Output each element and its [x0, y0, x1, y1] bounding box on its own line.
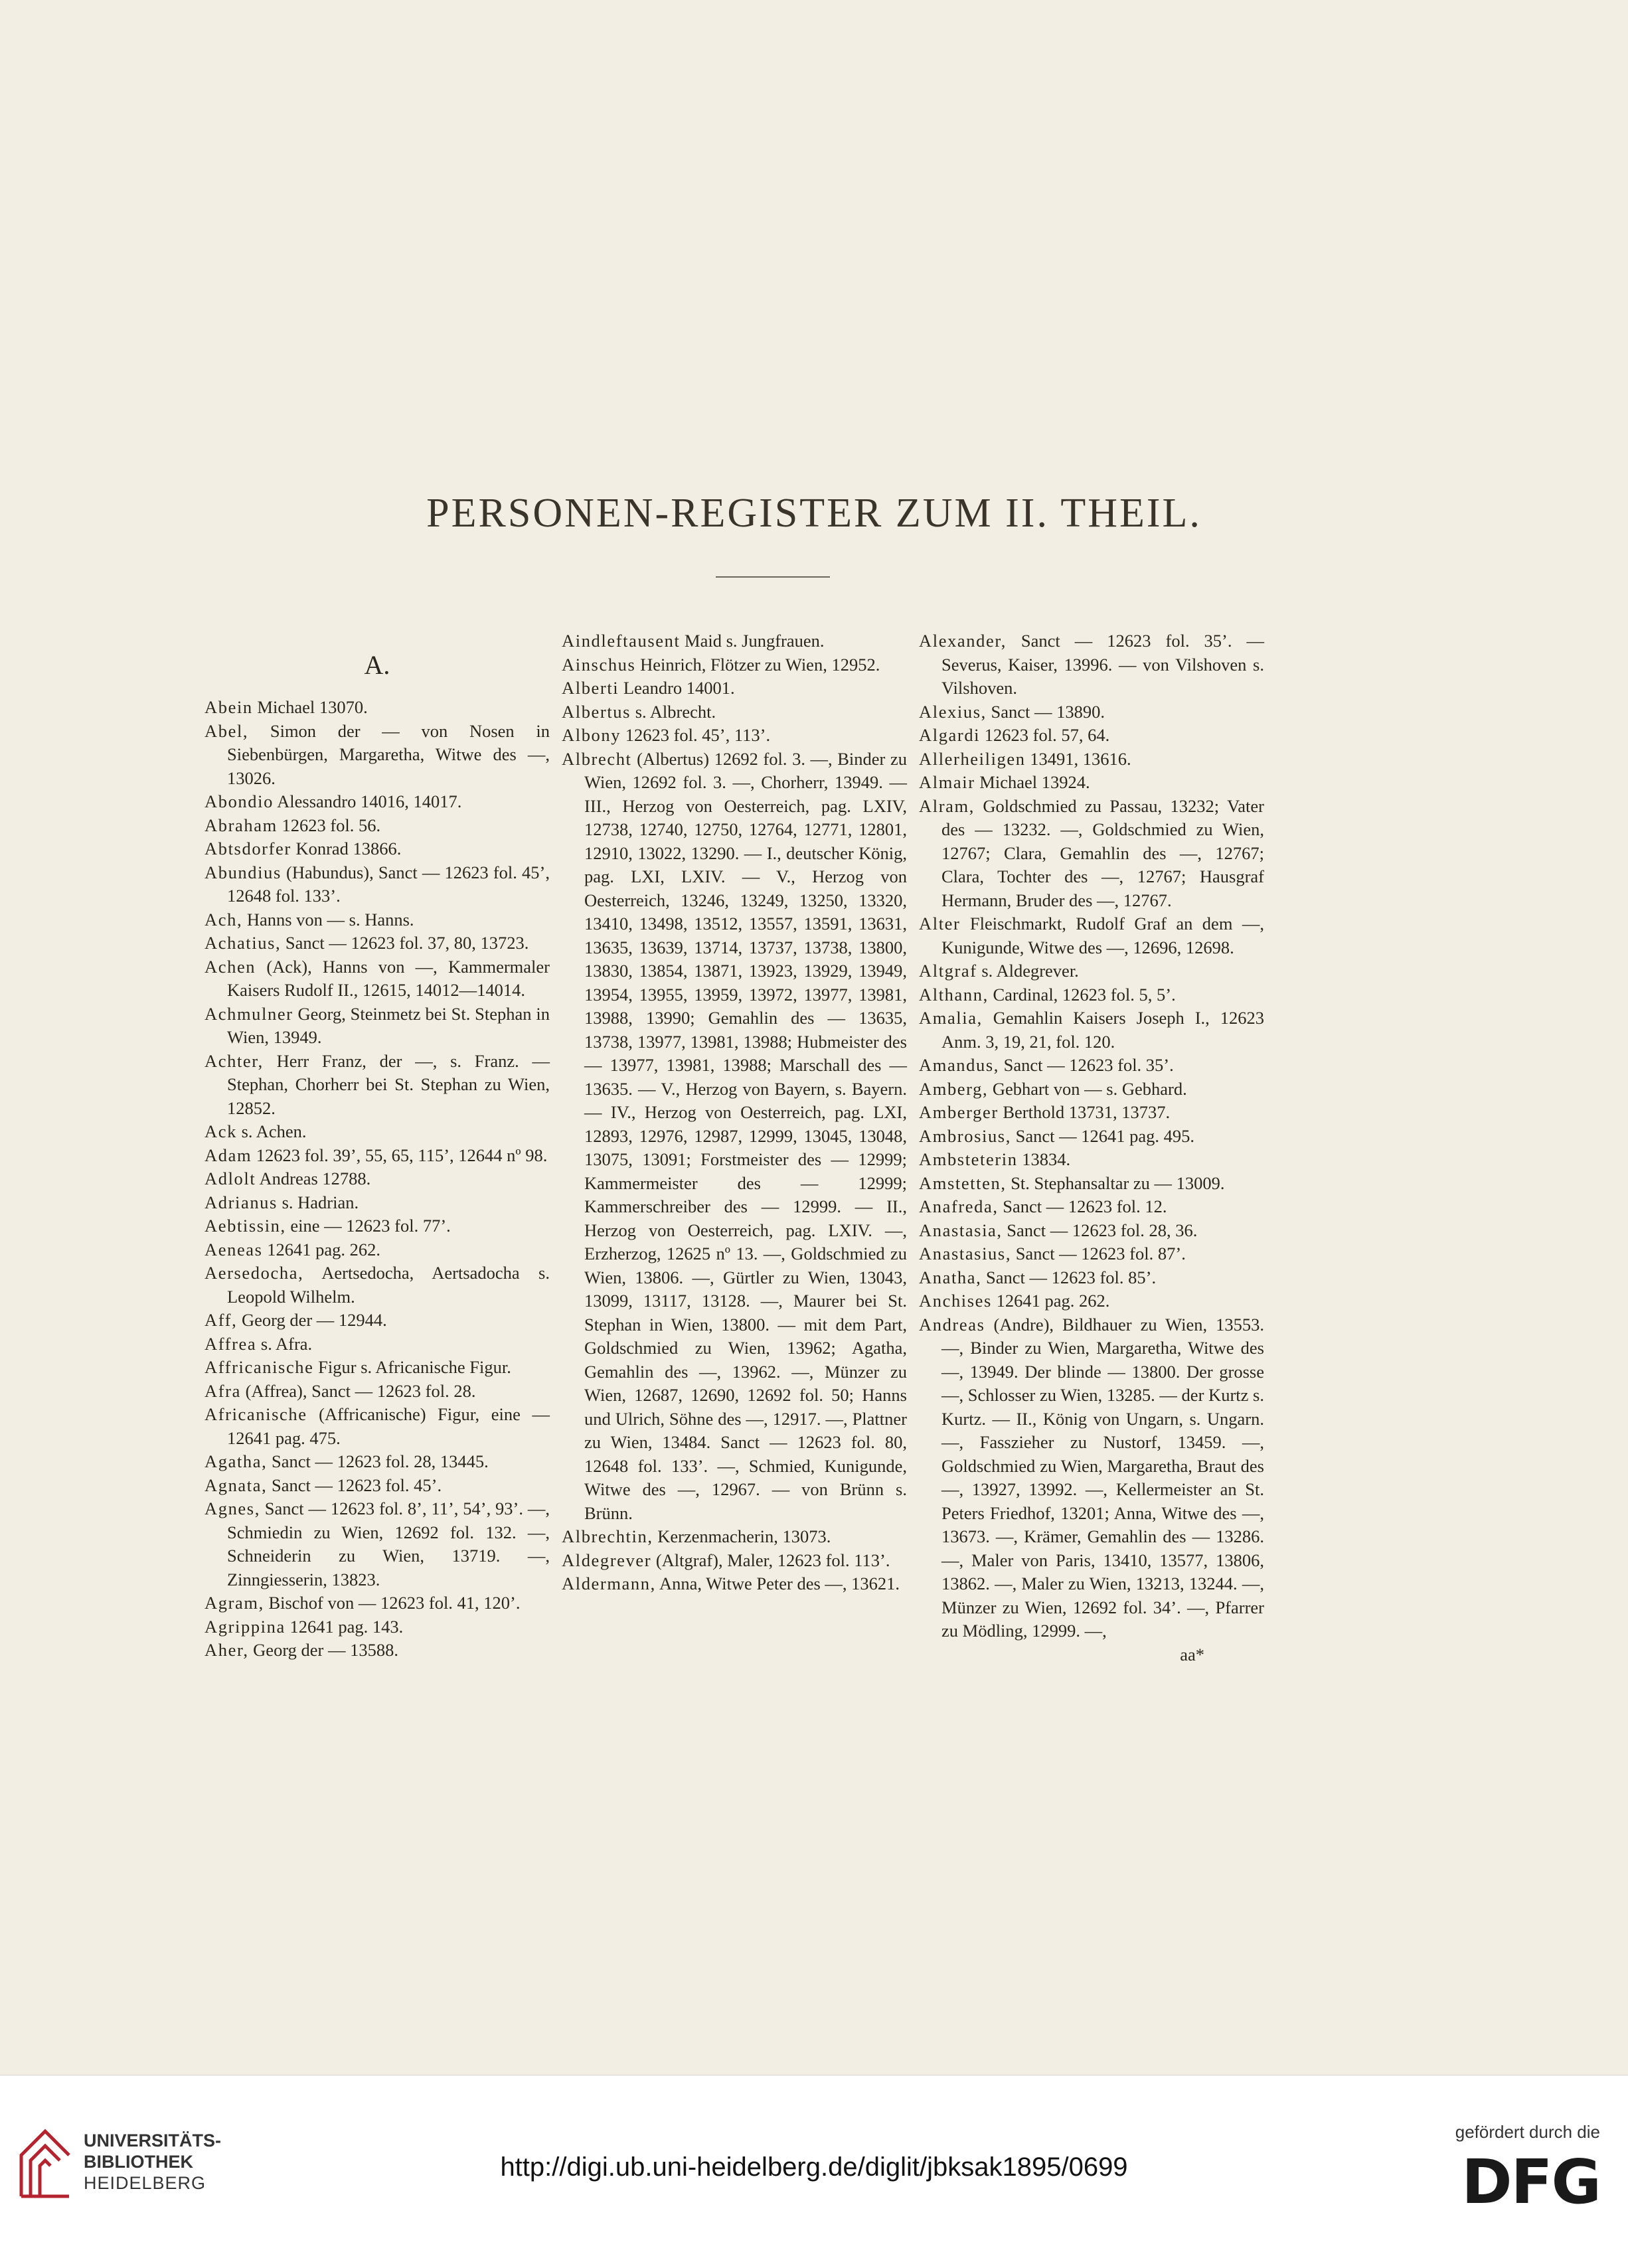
entry-references: Figur s. Africanische Figur.: [313, 1357, 511, 1377]
index-entry: [204, 1261, 550, 1309]
library-name-line-2: BIBLIOTHEK: [84, 2152, 193, 2172]
index-column-2: [562, 629, 907, 1596]
entry-headword: Affricanische: [204, 1357, 314, 1377]
entry-headword: Afra: [204, 1380, 241, 1401]
entry-references: (Ack), Hanns von —, Kammermaler Kaisers Rudolf II., 12615, 14012—14014.: [227, 956, 550, 1000]
entry-headword: Achatius,: [204, 933, 282, 953]
index-entry: [204, 908, 550, 932]
entry-references: Sanct — 13890.: [986, 701, 1105, 722]
entry-references: Michael 13070.: [252, 697, 368, 717]
entry-references: (Affrea), Sanct — 12623 fol. 28.: [240, 1380, 476, 1401]
entry-references: s. Albrecht.: [631, 701, 716, 722]
entry-headword: Ach,: [204, 909, 243, 930]
entry-references: Sanct — 12623 fol. 37, 80, 13723.: [281, 933, 529, 953]
entry-references: Goldschmied zu Passau, 13232; Vater des — 13232. —, Goldschmied zu Wien, 12767; Clara, Gemahlin des —, 12767; Clara, Tochter des —, 12767; Hausgraf Hermann, Bruder des —, 12767.: [941, 795, 1264, 910]
entry-headword: Aff,: [204, 1310, 238, 1330]
index-entry: [204, 1333, 550, 1356]
index-entry: [204, 955, 550, 1003]
index-entry: [204, 1497, 550, 1591]
index-entry: [204, 1050, 550, 1121]
entry-headword: Adlolt: [204, 1169, 256, 1188]
index-entry: [204, 1356, 550, 1380]
entry-headword: Abraham: [204, 815, 278, 835]
title-divider: [716, 576, 830, 578]
entry-headword: Alram,: [919, 795, 975, 816]
entry-headword: Aeneas: [204, 1239, 263, 1259]
index-entry: [204, 1167, 550, 1191]
entry-references: Sanct — 12623 fol. 85’.: [981, 1267, 1157, 1287]
entry-references: s. Afra.: [256, 1333, 313, 1354]
index-entry: [919, 629, 1264, 700]
index-entry: [562, 677, 907, 700]
entry-headword: Ainschus: [562, 654, 636, 675]
index-column-3: [919, 629, 1264, 1666]
entry-references: Berthold 13731, 13737.: [998, 1102, 1171, 1122]
index-entry: [919, 1172, 1264, 1196]
column-3-entries: [919, 629, 1264, 1643]
entry-headword: Ambsteterin: [919, 1149, 1018, 1169]
index-entry: [919, 1125, 1264, 1149]
index-entry: [204, 861, 550, 908]
entry-references: 12623 fol. 39’, 55, 65, 115’, 12644 nº 98.: [252, 1145, 548, 1165]
entry-headword: Anatha,: [919, 1267, 982, 1287]
entry-references: 12641 pag. 143.: [285, 1616, 404, 1637]
index-entry: [919, 1289, 1264, 1313]
index-entry: [562, 1525, 907, 1549]
entry-references: Michael 13924.: [975, 772, 1090, 792]
entry-references: Sanct — 12623 fol. 12.: [998, 1196, 1167, 1216]
index-entry: [204, 1144, 550, 1168]
signature-mark: aa*: [1180, 1644, 1204, 1664]
entry-headword: Amandus,: [919, 1055, 999, 1075]
entry-headword: Agnata,: [204, 1475, 268, 1495]
index-entry: [204, 790, 550, 814]
index-entry: [919, 912, 1264, 959]
library-name-line-1: UNIVERSITÄTS-: [84, 2131, 222, 2150]
index-entry: [919, 1266, 1264, 1290]
page-title: PERSONEN-REGISTER ZUM II. THEIL.: [426, 491, 1202, 536]
funding-label: gefördert durch die: [1455, 2122, 1600, 2142]
entry-headword: Albertus: [562, 701, 631, 722]
index-entry: [919, 1242, 1264, 1266]
library-city: HEIDELBERG: [84, 2173, 206, 2193]
entry-references: Gebhart von — s. Gebhard.: [988, 1078, 1187, 1099]
entry-headword: Abundius: [204, 862, 282, 882]
entry-headword: Adam: [204, 1145, 252, 1165]
entry-references: 13834.: [1017, 1149, 1071, 1169]
digital-copy-url[interactable]: http://digi.ub.uni-heidelberg.de/diglit/jbksak1895/0699: [500, 2152, 1128, 2182]
index-entry: [204, 720, 550, 791]
entry-references: Gemahlin Kaisers Joseph I., 12623 Anm. 3, 19, 21, fol. 120.: [941, 1008, 1264, 1052]
entry-references: Fleischmarkt, Rudolf Graf an dem —, Kunigunde, Witwe des —, 12696, 12698.: [941, 914, 1264, 957]
index-entry: [562, 653, 907, 677]
entry-headword: Aldermann,: [562, 1574, 656, 1593]
entry-references: Herr Franz, der —, s. Franz. — Stephan, Chorherr bei St. Stephan zu Wien, 12852.: [227, 1050, 550, 1118]
entry-headword: Aebtissin,: [204, 1216, 286, 1236]
entry-headword: Althann,: [919, 984, 989, 1005]
index-entry: [919, 748, 1264, 771]
entry-references: (Altgraf), Maler, 12623 fol. 113’.: [651, 1550, 890, 1570]
entry-references: Konrad 13866.: [291, 839, 402, 858]
index-entry: [204, 1474, 550, 1498]
entry-headword: Altgraf: [919, 961, 977, 981]
index-entry: [204, 814, 550, 838]
entry-references: s. Hadrian.: [277, 1192, 359, 1212]
entry-headword: Amalia,: [919, 1008, 983, 1028]
index-entry: [919, 1313, 1264, 1643]
entry-headword: Achmulner: [204, 1003, 293, 1024]
index-entry: [204, 837, 550, 861]
index-entry: [919, 1054, 1264, 1078]
entry-references: Aertsedocha, Aertsadocha s. Leopold Wilhelm.: [227, 1263, 550, 1307]
index-entry: [919, 1219, 1264, 1243]
index-column-1: [204, 629, 550, 1662]
entry-references: eine — 12623 fol. 77’.: [285, 1216, 451, 1236]
entry-headword: Achter,: [204, 1050, 264, 1071]
index-entry: [919, 983, 1264, 1007]
index-entry: [204, 1591, 550, 1615]
footer-bar: [0, 2075, 1628, 2268]
entry-headword: Albrecht: [562, 748, 632, 769]
entry-headword: Algardi: [919, 725, 981, 745]
index-entry: [204, 1403, 550, 1450]
index-entry: [204, 1238, 550, 1262]
index-entry: [204, 1639, 550, 1662]
entry-references: Bischof von — 12623 fol. 41, 120’.: [264, 1593, 521, 1613]
entry-headword: Albony: [562, 725, 621, 745]
index-entry: [562, 1549, 907, 1573]
index-entry: [204, 1450, 550, 1474]
index-entry: [562, 748, 907, 1526]
index-entry: [919, 724, 1264, 748]
index-entry: [204, 1003, 550, 1050]
index-entry: [204, 1191, 550, 1215]
entry-headword: Alberti: [562, 678, 619, 698]
entry-headword: Almair: [919, 772, 975, 792]
entry-references: 12641 pag. 262.: [262, 1239, 380, 1259]
entry-references: s. Aldegrever.: [977, 961, 1079, 981]
entry-headword: Allerheiligen: [919, 748, 1026, 769]
entry-references: Sanct — 12623 fol. 28, 13445.: [267, 1451, 489, 1471]
index-entry: [204, 932, 550, 955]
entry-references: Heinrich, Flötzer zu Wien, 12952.: [635, 654, 880, 675]
entry-headword: Amberger: [919, 1102, 999, 1122]
entry-headword: Abtsdorfer: [204, 839, 291, 858]
index-entry: [204, 1615, 550, 1639]
entry-references: Alessandro 14016, 14017.: [273, 791, 462, 811]
entry-references: Hanns von — s. Hanns.: [242, 909, 414, 930]
entry-references: Sanct — 12623 fol. 45’.: [267, 1475, 442, 1495]
entry-references: Georg der — 13588.: [248, 1640, 399, 1660]
entry-headword: Affrea: [204, 1333, 257, 1354]
entry-references: 13491, 13616.: [1025, 748, 1131, 769]
entry-headword: Agram,: [204, 1593, 264, 1613]
index-entry: [204, 1309, 550, 1333]
entry-references: Sanct — 12623 fol. 8’, 11’, 54’, 93’. —, Schmiedin zu Wien, 12692 fol. 132. —, Schneiderin zu Wien, 13719. —, Zinngiesserin, 13823.: [227, 1498, 550, 1589]
column-2-entries: [562, 629, 907, 1596]
entry-references: (Albertus) 12692 fol. 3. —, Binder zu Wien, 12692 fol. 3. —, Chorherr, 13949. — III., Herzog von Oesterreich, pag. LXIV, 12738, 12740, 12750, 12764, 12771, 12801, 12910, 13022, 13290. — I., deutscher König, pag. LXI, LXIV. — V., Herzog von Oesterreich, 13246, 13249, 13250, 13320, 13410, 13498, 13512, 13557, 13591, 13631, 13635, 13639, 13714, 13737, 13738, 13800, 13830, 13854, 13871, 13923, 13929, 13949, 13954, 13955, 13959, 13972, 13977, 13981, 13988, 13990; Gemahlin des — 13635, 13738, 13977, 13981, 13988; Hubmeister des — 13977, 13981, 13988; Marschall des — 13635. — V., Herzog von Bayern, s. Bayern. — IV., Herzog von Oesterreich, pag. LXI, 12893, 12976, 12987, 12999, 13045, 13048, 13075, 13091; Forstmeister des — 12999; Kammermeister des — 12999; Kammerschreiber des — 12999. — II., Herzog von Oesterreich, pag. LXIV. —, Erzherzog, 12625 nº 13. —, Goldschmied zu Wien, 13806. —, Gürtler zu Wien, 13043, 13099, 13117, 13128. —, Maurer bei St. Stephan in Wien, 13800. — mit dem Part, Goldschmied zu Wien, 13962; Agatha, Gemahlin des —, 13962. —, Münzer zu Wien, 12687, 12690, 12692 fol. 50; Hanns und Ulrich, Söhne des —, 12917. —, Plattner zu Wien, 13484. Sanct — 12623 fol. 80, 12648 fol. 133’. —, Schmied, Kunigunde, Witwe des —, 12967. — von Brünn s. Brünn.: [584, 748, 907, 1523]
entry-references: s. Achen.: [236, 1121, 307, 1141]
index-entry: [919, 1007, 1264, 1054]
funding-notice: [1427, 2122, 1600, 2218]
entry-references: Andreas 12788.: [256, 1169, 371, 1188]
entry-headword: Aindleftausent: [562, 631, 681, 651]
entry-headword: Anastasius,: [919, 1244, 1012, 1263]
entry-references: St. Stephansaltar zu — 13009.: [1006, 1173, 1225, 1193]
entry-references: (Habundus), Sanct — 12623 fol. 45’, 12648 fol. 133’.: [227, 862, 550, 906]
entry-headword: Abondio: [204, 791, 274, 811]
entry-references: 12623 fol. 56.: [277, 815, 381, 835]
entry-headword: Aher,: [204, 1640, 249, 1660]
index-entry: [919, 771, 1264, 795]
entry-headword: Anastasia,: [919, 1220, 1003, 1240]
entry-headword: Anafreda,: [919, 1196, 999, 1216]
index-entry: [562, 1572, 907, 1596]
index-entry: [562, 700, 907, 724]
index-entry: [919, 1148, 1264, 1172]
entry-headword: Agrippina: [204, 1616, 285, 1637]
entry-headword: Ack: [204, 1121, 237, 1141]
index-entry: [919, 700, 1264, 724]
entry-headword: Ambrosius,: [919, 1125, 1011, 1146]
entry-headword: Adrianus: [204, 1192, 278, 1212]
entry-headword: Albrechtin,: [562, 1526, 653, 1546]
entry-references: Sanct — 12623 fol. 35’. — Severus, Kaiser, 13996. — von Vilshoven s. Vilshoven.: [941, 631, 1264, 698]
index-entry: [204, 1380, 550, 1404]
entry-headword: Africanische: [204, 1404, 307, 1424]
entry-references: Anna, Witwe Peter des —, 13621.: [655, 1574, 900, 1593]
index-entry: [204, 1120, 550, 1144]
entry-headword: Andreas: [919, 1314, 985, 1335]
signature-mark-wrap: [919, 1643, 1264, 1667]
entry-references: Sanct — 12623 fol. 87’.: [1011, 1244, 1186, 1263]
index-entry: [204, 696, 550, 720]
index-entry: [919, 795, 1264, 913]
entry-headword: Abel,: [204, 720, 249, 741]
entry-headword: Aldegrever: [562, 1550, 652, 1570]
entry-references: 12623 fol. 45’, 113’.: [621, 725, 771, 745]
entry-references: 12641 pag. 262.: [991, 1291, 1110, 1311]
entry-references: Sanct — 12623 fol. 28, 36.: [1002, 1220, 1198, 1240]
dfg-logo: DFG: [1461, 2146, 1600, 2218]
entry-references: 12623 fol. 57, 64.: [980, 725, 1110, 745]
entry-references: Simon der — von Nosen in Siebenbürgen, Margaretha, Witwe des —, 13026.: [227, 720, 550, 788]
entry-references: Leandro 14001.: [619, 678, 735, 698]
entry-headword: Amberg,: [919, 1078, 989, 1099]
entry-headword: Amstetten,: [919, 1173, 1007, 1193]
entry-references: (Andre), Bildhauer zu Wien, 13553. —, Binder zu Wien, Margaretha, Witwe des —, 13949. Der blinde — 13800. Der grosse —, Schlosser zu Wien, 13285. — der Kurtz s. Kurtz. — II., König von Ungarn, s. Ungarn. —, Fasszieher zu Nustorf, 13459. —, Goldschmied zu Wien, Margaretha, Braut des —, 13927, 13992. —, Kellermeister an St. Peters Friedhof, 13201; Anna, Witwe des —, 13673. —, Krämer, Gemahlin des — 13286. —, Maler von Paris, 13410, 13577, 13806, 13862. —, Maler zu Wien, 13213, 13244. —, Münzer zu Wien, 12692 fol. 34’. —, Pfarrer zu Mödling, 12999. —,: [941, 1314, 1264, 1641]
entry-headword: Achen: [204, 956, 256, 977]
entry-references: Sanct — 12641 pag. 495.: [1011, 1125, 1194, 1146]
entry-headword: Aersedocha,: [204, 1263, 304, 1283]
entry-references: Georg der — 12944.: [237, 1310, 387, 1330]
entry-headword: Abein: [204, 697, 253, 717]
index-entry: [919, 1078, 1264, 1101]
index-entry: [562, 629, 907, 653]
entry-headword: Anchises: [919, 1291, 992, 1311]
entry-references: Kerzenmacherin, 13073.: [653, 1526, 831, 1546]
section-letter: A.: [364, 650, 390, 680]
entry-headword: Agnes,: [204, 1498, 260, 1518]
entry-references: Georg, Steinmetz bei St. Stephan in Wien, 13949.: [227, 1003, 550, 1047]
index-entry: [562, 724, 907, 748]
index-entry: [919, 1195, 1264, 1219]
entry-references: Sanct — 12623 fol. 35’.: [999, 1055, 1174, 1075]
entry-headword: Alter: [919, 914, 961, 933]
index-entry: [204, 1214, 550, 1238]
entry-headword: Alexius,: [919, 701, 987, 722]
index-entry: [919, 959, 1264, 983]
column-1-entries: [204, 696, 550, 1662]
entry-references: Maid s. Jungfrauen.: [680, 631, 825, 651]
entry-references: (Affricanische) Figur, eine — 12641 pag. 475.: [227, 1404, 550, 1448]
entry-references: Cardinal, 12623 fol. 5, 5’.: [988, 984, 1176, 1005]
entry-headword: Agatha,: [204, 1451, 268, 1471]
entry-headword: Alexander,: [919, 631, 1007, 651]
index-entry: [919, 1101, 1264, 1125]
